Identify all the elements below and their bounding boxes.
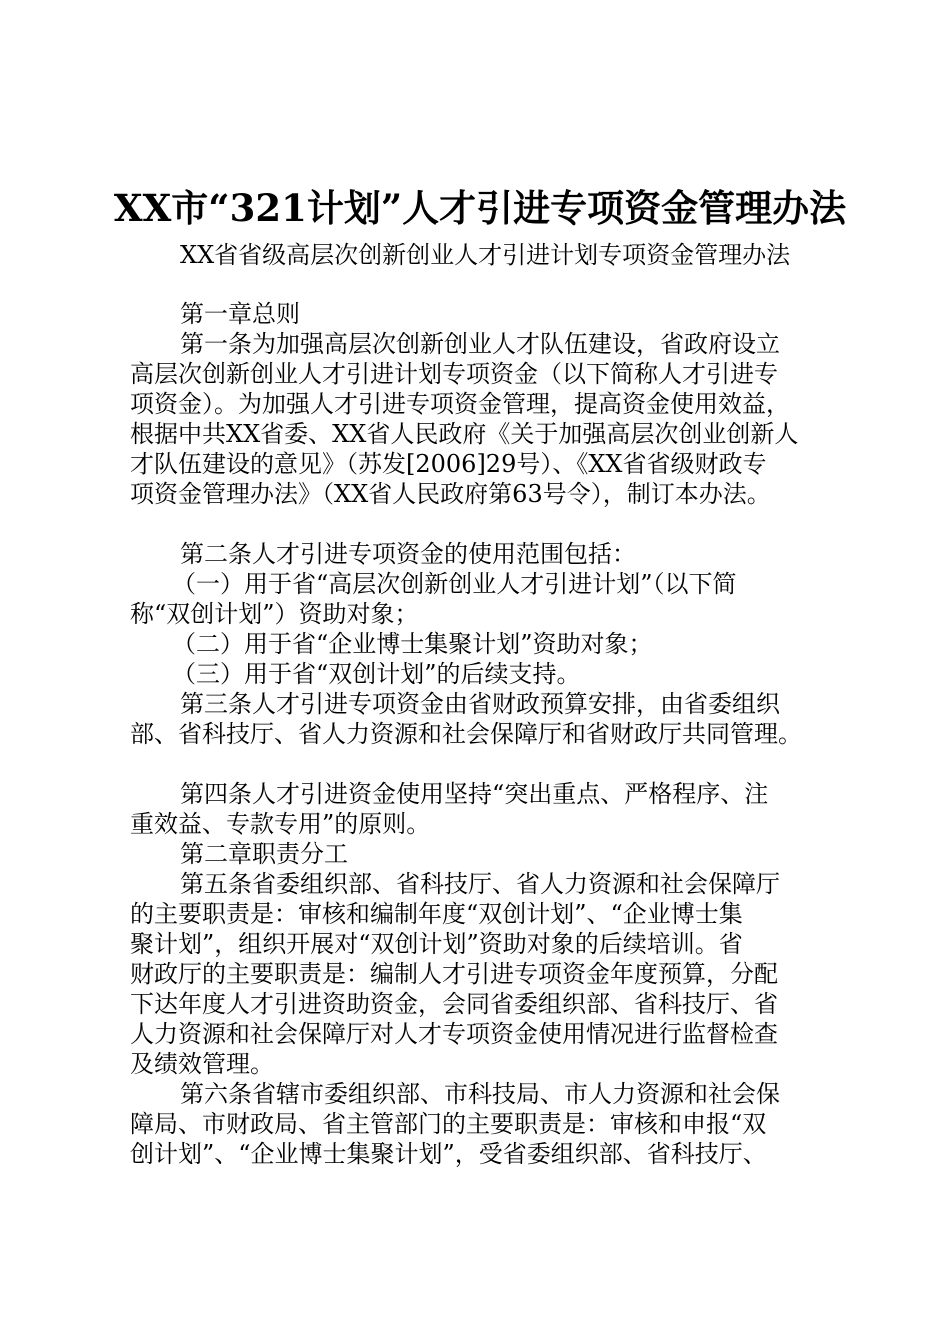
- list-item: （一）用于省“高层次创新创业人才引进计划”（以下简: [172, 570, 737, 598]
- article-line: 才队伍建设的意见》（苏发[2006]29号）、《XX省省级财政专: [130, 450, 767, 478]
- article-line: 重效益、专款专用”的原则。: [130, 810, 431, 838]
- article-line: 第三条人才引进专项资金由省财政预算安排，由省委组织: [180, 690, 780, 718]
- article-line: 项资金）。为加强人才引进专项资金管理，提高资金使用效益，: [130, 390, 790, 418]
- article-line: 创计划”、“企业博士集聚计划”，受省委组织部、省科技厅、: [130, 1140, 767, 1168]
- article-line: 第四条人才引进资金使用坚持“突出重点、严格程序、注: [180, 780, 769, 808]
- article-line: 第六条省辖市委组织部、市科技局、市人力资源和社会保: [180, 1080, 780, 1108]
- document-title: XX市“321计划”人才引进专项资金管理办法: [113, 186, 847, 230]
- article-line: 障局、市财政局、省主管部门的主要职责是：审核和申报“双: [130, 1110, 767, 1138]
- article-line: 高层次创新创业人才引进计划专项资金（以下简称人才引进专: [130, 360, 778, 388]
- chapter-heading: 第一章总则: [180, 300, 300, 328]
- article-line: 第五条省委组织部、省科技厅、省人力资源和社会保障厅: [180, 870, 780, 898]
- article-line: 第二条人才引进专项资金的使用范围包括：: [180, 540, 636, 568]
- article-line: 部、省科技厅、省人力资源和社会保障厅和省财政厅共同管理。: [130, 720, 802, 748]
- list-item: （二）用于省“企业博士集聚计划”资助对象；: [172, 630, 653, 658]
- article-line: 财政厅的主要职责是：编制人才引进专项资金年度预算，分配: [130, 960, 778, 988]
- list-item: 称“双创计划”）资助对象；: [130, 600, 419, 628]
- article-line: 根据中共XX省委、XX省人民政府《关于加强高层次创业创新人: [130, 420, 799, 448]
- article-line: 聚计划”，组织开展对“双创计划”资助对象的后续培训。省: [130, 930, 743, 958]
- article-line: 人力资源和社会保障厅对人才专项资金使用情况进行监督检查: [130, 1020, 778, 1048]
- article-line: 及绩效管理。: [130, 1050, 274, 1078]
- article-line: 第一条为加强高层次创新创业人才队伍建设，省政府设立: [180, 330, 780, 358]
- list-item: （三）用于省“双创计划”的后续支持。: [172, 660, 581, 688]
- article-line: 下达年度人才引进资助资金，会同省委组织部、省科技厅、省: [130, 990, 778, 1018]
- chapter-heading: 第二章职责分工: [180, 840, 348, 868]
- article-line: 的主要职责是：审核和编制年度“双创计划”、“企业博士集: [130, 900, 743, 928]
- document-subtitle: XX省省级高层次创新创业人才引进计划专项资金管理办法: [180, 241, 791, 269]
- article-line: 项资金管理办法》（XX省人民政府第63号令），制订本办法。: [130, 480, 771, 508]
